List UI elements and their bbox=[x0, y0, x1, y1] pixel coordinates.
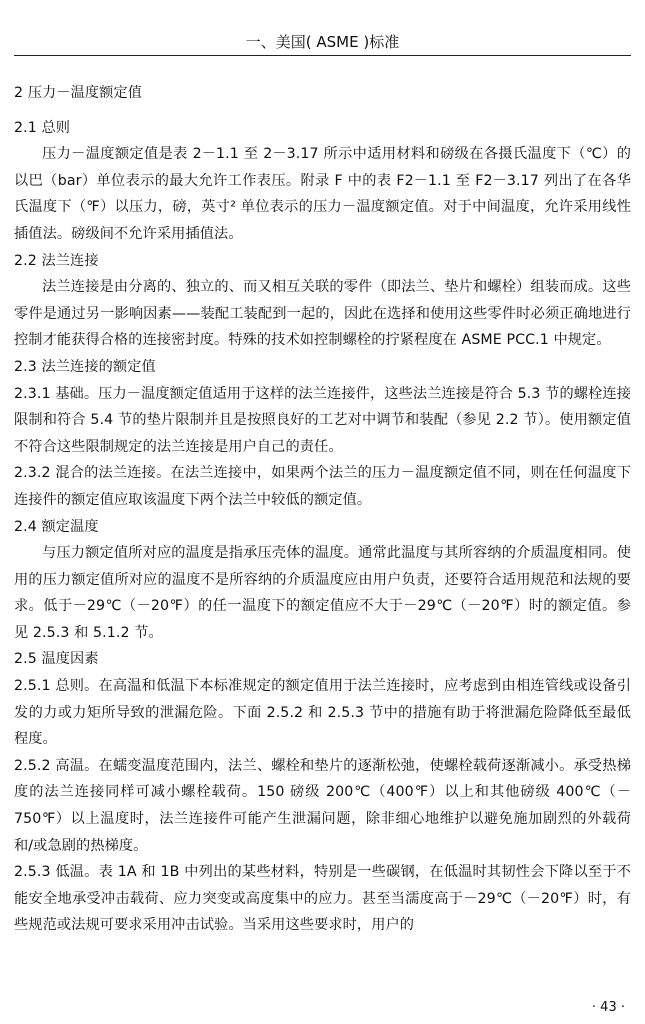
section-heading-2-3: 2.3 法兰连接的额定值 bbox=[14, 358, 156, 375]
section-heading-2-1: 2.1 总则 bbox=[14, 119, 71, 136]
running-header: 一、美国( ASME )标准 bbox=[245, 33, 400, 51]
page-number: · 43 · bbox=[591, 1000, 625, 1015]
paragraph-2-5-2: 2.5.2 高温。在蠕变温度范围内，法兰、螺栓和垫片的逐渐松弛，使螺栓载荷逐渐减小。承受热梯度的法兰连接同样可减小螺栓载荷。150 磅级 200℃（400℉）以上和其他磅级 400℃（－750℉）以上温度时，法兰连接件可能产生泄漏问题，除非细心地维护以避免施加剧烈的外载荷和/或急剧的热梯度。 bbox=[14, 757, 631, 854]
paragraph-2-5-3: 2.5.3 低温。表 1A 和 1B 中列出的某些材料，特别是一些碳钢，在低温时其韧性会下降以至于不能安全地承受冲击载荷、应力突变或高度集中的应力。甚至当濡度高于－29℃（－20℉）时，有些规范或法规可要求采用冲击试验。当采用这些要求时，用户的 bbox=[14, 864, 631, 934]
header-rule bbox=[14, 55, 631, 56]
paragraph-2-3-1: 2.3.1 基础。压力－温度额定值适用于这样的法兰连接件，这些法兰连接是符合 5.3 节的螺栓连接限制和符合 5.4 节的垫片限制并且是按照良好的工艺对中调节和装配（参见 2.2 节）。使用额定值不符合这些限制规定的法兰连接是用户自己的责任。 bbox=[14, 385, 631, 455]
section-heading-2: 2 压力－温度额定值 bbox=[14, 85, 143, 101]
paragraph-2-3-2: 2.3.2 混合的法兰连接。在法兰连接中，如果两个法兰的压力－温度额定值不同，则在任何温度下连接件的额定值应取该温度下两个法兰中较低的额定值。 bbox=[14, 465, 631, 508]
paragraph-2-1: 压力－温度额定值是表 2－1.1 至 2－3.17 所示中适用材料和磅级在各摄氏温度下（℃）的以巴（bar）单位表示的最大允许工作表压。附录 F 中的表 F2－1.1 至 F2－3.17 列出了在各华氏温度下（℉）以压力，磅，英寸² 单位表示的压力－温度额定值。对于中间温度，允许采用线性插值法。磅级间不允许采用插值法。 bbox=[14, 146, 631, 242]
section-heading-2-5: 2.5 温度因素 bbox=[14, 651, 99, 668]
paragraph-2-5-1: 2.5.1 总则。在高温和低温下本标准规定的额定值用于法兰连接时，应考虑到由相连管线或设备引发的力或力矩所导致的泄漏危险。下面 2.5.2 和 2.5.3 节中的措施有助于将泄漏危险降低至最低程度。 bbox=[14, 678, 631, 748]
paragraph-2-4: 与压力额定值所对应的温度是指承压壳体的温度。通常此温度与其所容纳的介质温度相同。使用的压力额定值所对应的温度不是所容纳的介质温度应由用户负责，还要符合适用规范和法规的要求。低于－29℃（－20℉）的任一温度下的额定值应不大于－29℃（－20℉）时的额定值。参见 2.5.3 和 5.1.2 节。 bbox=[14, 545, 631, 641]
document-body bbox=[14, 80, 631, 939]
section-heading-2-4: 2.4 额定温度 bbox=[14, 518, 99, 535]
paragraph-2-2: 法兰连接是由分离的、独立的、而又相互关联的零件（即法兰、垫片和螺栓）组装而成。这些零件是通过另一影响因素——装配工装配到一起的，因此在选择和使用这些零件时必须正确地进行控制才能获得合格的连接密封度。特殊的技术如控制螺栓的拧紧程度在 ASME PCC.1 中规定。 bbox=[14, 279, 631, 349]
section-heading-2-2: 2.2 法兰连接 bbox=[14, 252, 99, 269]
